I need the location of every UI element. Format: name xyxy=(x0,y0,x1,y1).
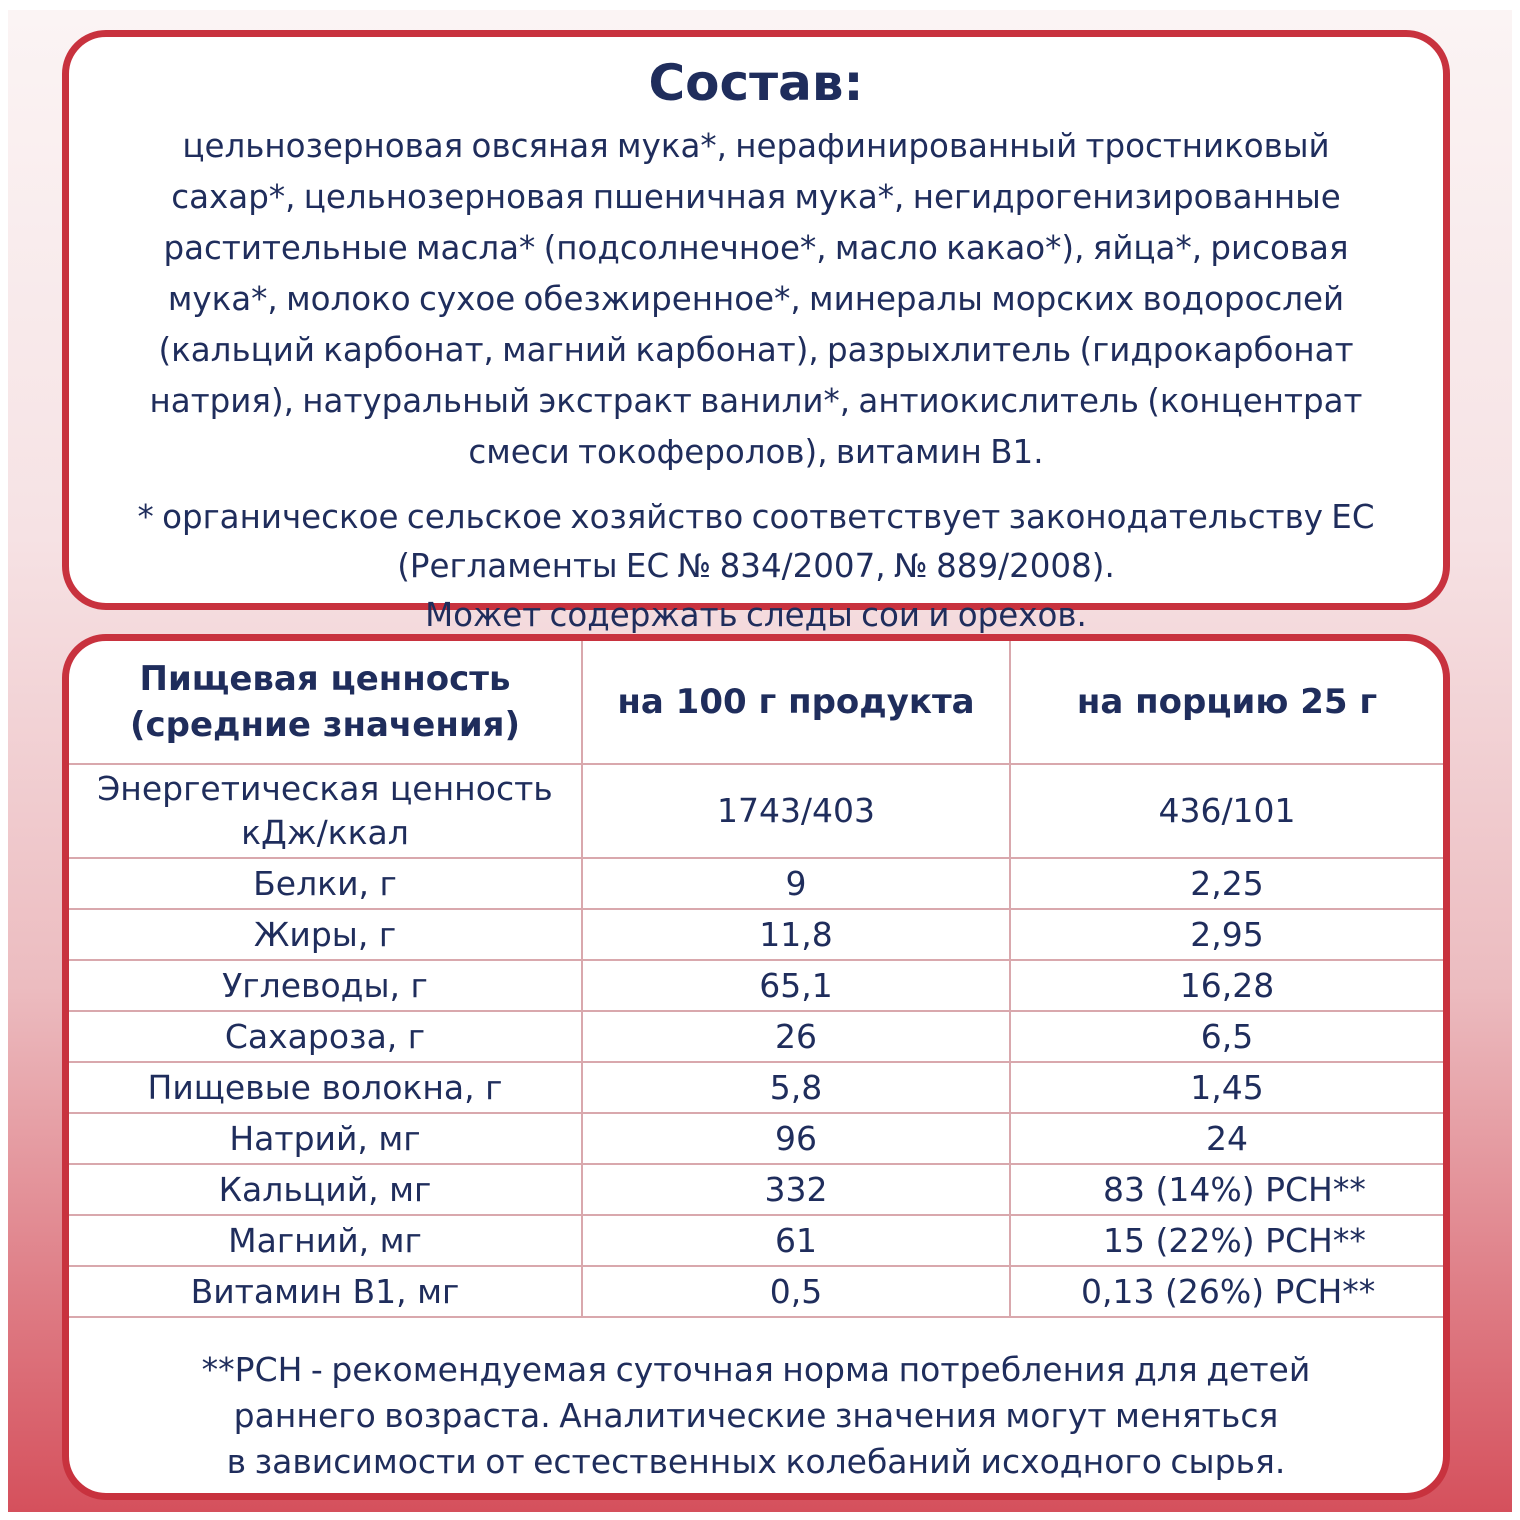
composition-card xyxy=(62,30,1450,634)
header-nutrient xyxy=(69,641,582,764)
composition-line: сахар*, цельнозерновая пшеничная мука*, негидрогенизированные xyxy=(171,178,1341,216)
value-per-100g: 5,8 xyxy=(582,1062,1010,1113)
energy-label-line2: кДж/ккал xyxy=(241,813,409,852)
header-per-100g: на 100 г продукта xyxy=(582,641,1010,764)
nutrient-label: Сахароза, г xyxy=(69,1011,582,1062)
organic-note-line: Может содержать следы сои и орехов. xyxy=(425,596,1087,634)
composition-line: растительные масла* (подсолнечное*, масло какао*), яйца*, рисовая xyxy=(163,229,1349,267)
value-per-100g: 96 xyxy=(582,1113,1010,1164)
value-per-portion: 24 xyxy=(1010,1113,1443,1164)
value-per-100g: 61 xyxy=(582,1215,1010,1266)
header-nutrient-line2: (средние значения) xyxy=(129,705,521,745)
value-per-portion: 1,45 xyxy=(1010,1062,1443,1113)
footnote-line: раннего возраста. Аналитические значения могут меняться xyxy=(233,1396,1279,1435)
value-per-100g: 332 xyxy=(582,1164,1010,1215)
table-row-energy xyxy=(69,764,1443,858)
organic-note-line: * органическое сельское хозяйство соответствует законодательству ЕС xyxy=(137,498,1375,536)
value-per-portion: 6,5 xyxy=(1010,1011,1443,1062)
nutrition-table xyxy=(69,641,1443,1318)
nutrient-label: Жиры, г xyxy=(69,909,582,960)
nutrition-header-row xyxy=(69,641,1443,764)
composition-line: цельнозерновая овсяная мука*, нерафинированный тростниковый xyxy=(182,127,1330,165)
composition-title: Состав: xyxy=(648,54,864,112)
value-per-portion: 2,25 xyxy=(1010,858,1443,909)
composition-line: смеси токоферолов), витамин В1. xyxy=(468,433,1044,471)
table-row xyxy=(69,1011,1443,1062)
nutrient-label: Витамин В1, мг xyxy=(69,1266,582,1317)
nutrient-label: Натрий, мг xyxy=(69,1113,582,1164)
rsn-footnote xyxy=(69,1347,1443,1485)
value-per-100g: 0,5 xyxy=(582,1266,1010,1317)
header-per-portion: на порцию 25 г xyxy=(1010,641,1443,764)
value-per-100g: 65,1 xyxy=(582,960,1010,1011)
value-per-100g: 9 xyxy=(582,858,1010,909)
organic-note-line: (Регламенты ЕС № 834/2007, № 889/2008). xyxy=(397,547,1115,585)
table-row xyxy=(69,1062,1443,1113)
value-per-portion: 0,13 (26%) РСН** xyxy=(1010,1266,1443,1317)
composition-text xyxy=(89,121,1423,478)
table-row xyxy=(69,960,1443,1011)
nutrient-label: Белки, г xyxy=(69,858,582,909)
value-per-portion: 2,95 xyxy=(1010,909,1443,960)
header-nutrient-line1: Пищевая ценность xyxy=(139,659,511,699)
table-row xyxy=(69,1215,1443,1266)
value-per-portion: 15 (22%) РСН** xyxy=(1010,1215,1443,1266)
energy-label-line1: Энергетическая ценность xyxy=(97,769,553,808)
table-row xyxy=(69,1113,1443,1164)
value-per-portion: 436/101 xyxy=(1010,764,1443,858)
nutrient-label: Пищевые волокна, г xyxy=(69,1062,582,1113)
value-per-100g: 26 xyxy=(582,1011,1010,1062)
composition-line: (кальций карбонат, магний карбонат), разрыхлитель (гидрокарбонат xyxy=(158,331,1354,369)
nutrient-label: Углеводы, г xyxy=(69,960,582,1011)
nutrient-label: Магний, мг xyxy=(69,1215,582,1266)
table-row xyxy=(69,1266,1443,1317)
footnote-line: в зависимости от естественных колебаний исходного сырья. xyxy=(226,1442,1286,1481)
table-row xyxy=(69,1164,1443,1215)
value-per-100g: 11,8 xyxy=(582,909,1010,960)
value-per-portion: 83 (14%) РСН** xyxy=(1010,1164,1443,1215)
nutrient-label: Кальций, мг xyxy=(69,1164,582,1215)
nutrient-label xyxy=(69,764,582,858)
table-row xyxy=(69,909,1443,960)
value-per-portion: 16,28 xyxy=(1010,960,1443,1011)
organic-note xyxy=(89,493,1423,640)
value-per-100g: 1743/403 xyxy=(582,764,1010,858)
table-row xyxy=(69,858,1443,909)
composition-line: натрия), натуральный экстракт ванили*, антиокислитель (концентрат xyxy=(149,382,1363,420)
composition-line: мука*, молоко сухое обезжиренное*, минералы морских водорослей xyxy=(167,280,1345,318)
footnote-line: **РСН - рекомендуемая суточная норма потребления для детей xyxy=(201,1350,1311,1389)
nutrition-card xyxy=(62,634,1450,1500)
